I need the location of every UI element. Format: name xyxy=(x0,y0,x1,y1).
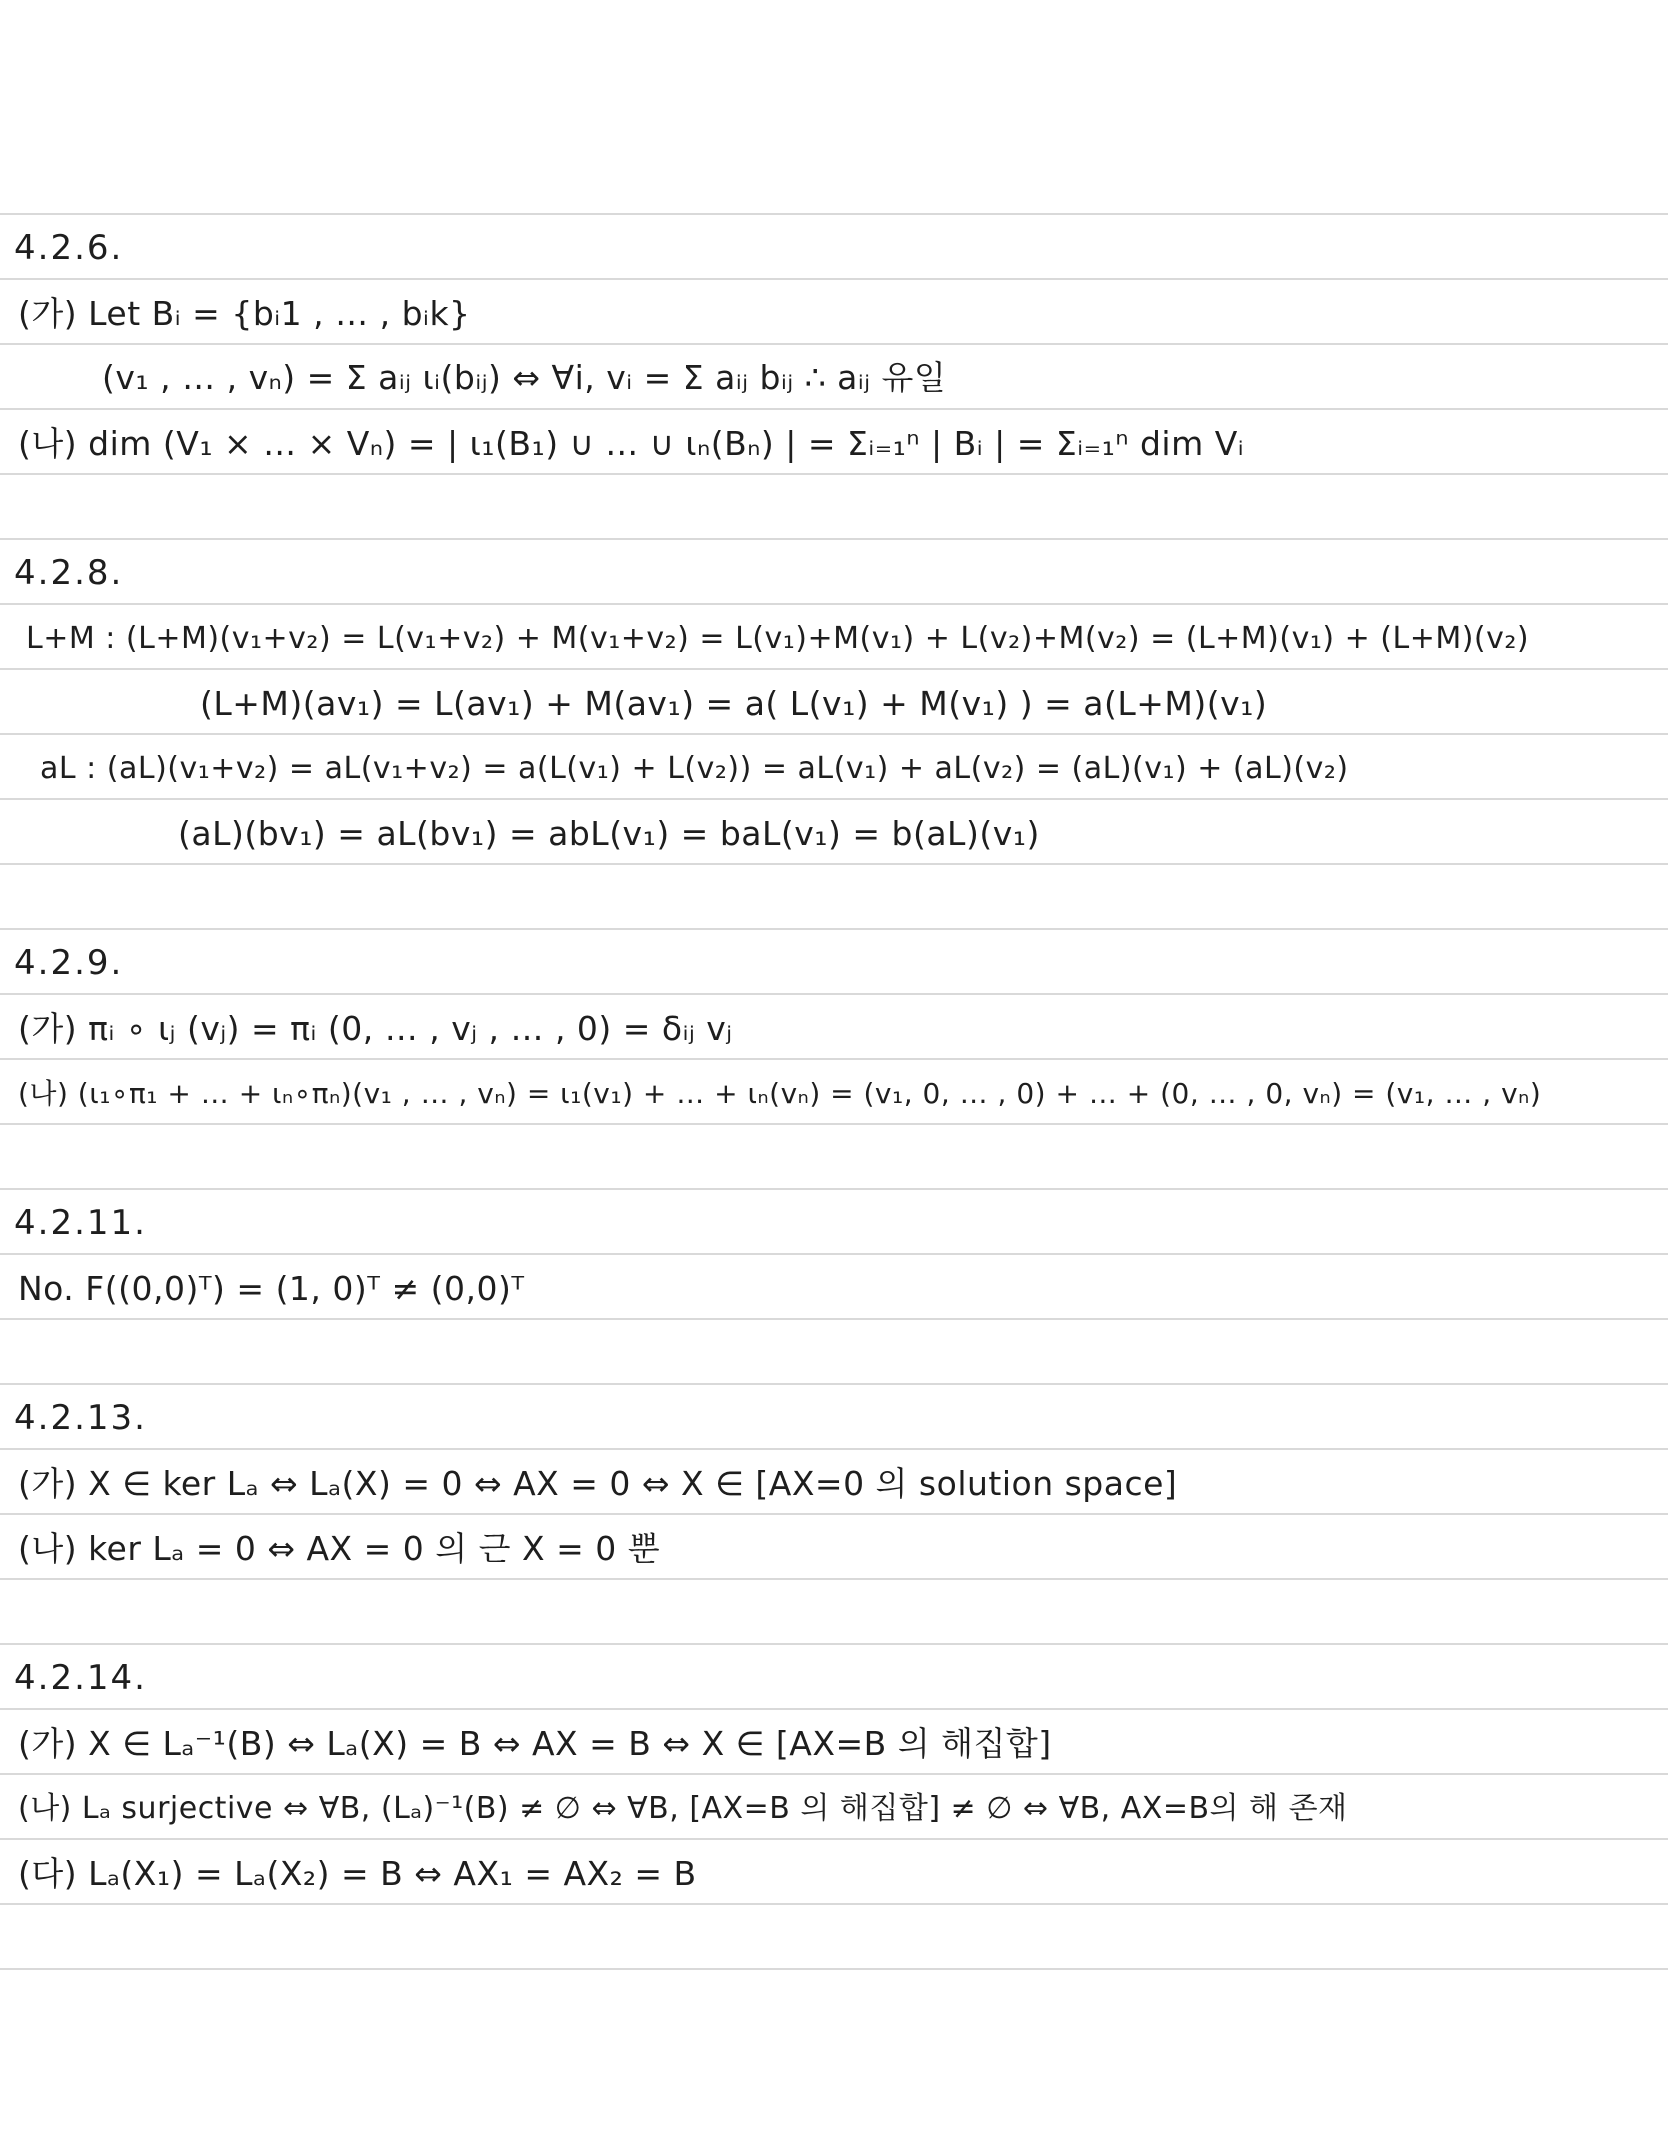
solution-line: (나) ker Lₐ = 0 ⇔ AX = 0 의 근 X = 0 뿐 xyxy=(18,1529,661,1568)
ruled-line xyxy=(0,798,1668,800)
ruled-line xyxy=(0,1318,1668,1320)
solution-line: (L+M)(av₁) = L(av₁) + M(av₁) = a( L(v₁) + M(v₁) ) = a(L+M)(v₁) xyxy=(200,684,1268,723)
exercise-heading: 4.2.11. xyxy=(14,1203,147,1243)
ruled-line xyxy=(0,1513,1668,1515)
exercise-heading: 4.2.9. xyxy=(14,943,124,983)
solution-line: (나) (ι₁∘π₁ + … + ιₙ∘πₙ)(v₁ , … , vₙ) = ι₁(v₁) + … + ιₙ(vₙ) = (v₁, 0, … , 0) + … + (0, … , 0, vₙ) = (v₁, … , vₙ) xyxy=(18,1077,1542,1110)
ruled-line xyxy=(0,538,1668,540)
ruled-line xyxy=(0,863,1668,865)
ruled-line xyxy=(0,1578,1668,1580)
ruled-line xyxy=(0,1708,1668,1710)
ruled-line xyxy=(0,928,1668,930)
solution-line: (가) X ∈ ker Lₐ ⇔ Lₐ(X) = 0 ⇔ AX = 0 ⇔ X ∈ [AX=0 의 solution space] xyxy=(18,1464,1178,1503)
ruled-line xyxy=(0,668,1668,670)
ruled-line xyxy=(0,1968,1668,1970)
solution-line: (다) Lₐ(X₁) = Lₐ(X₂) = B ⇔ AX₁ = AX₂ = B xyxy=(18,1854,697,1893)
ruled-line xyxy=(0,603,1668,605)
ruled-line xyxy=(0,1253,1668,1255)
exercise-heading: 4.2.13. xyxy=(14,1398,147,1438)
solution-line: (나) dim (V₁ × … × Vₙ) = | ι₁(B₁) ∪ … ∪ ιₙ(Bₙ) | = Σᵢ₌₁ⁿ | Bᵢ | = Σᵢ₌₁ⁿ dim Vᵢ xyxy=(18,424,1245,463)
ruled-line xyxy=(0,1903,1668,1905)
ruled-line xyxy=(0,1058,1668,1060)
solution-line: (v₁ , … , vₙ) = Σ aᵢⱼ ιᵢ(bᵢⱼ) ⇔ ∀i, vᵢ = Σ aᵢⱼ bᵢⱼ ∴ aᵢⱼ 유일 xyxy=(102,358,947,397)
solution-line: (aL)(bv₁) = aL(bv₁) = abL(v₁) = baL(v₁) = b(aL)(v₁) xyxy=(178,814,1040,853)
ruled-line xyxy=(0,213,1668,215)
ruled-line xyxy=(0,1838,1668,1840)
solution-line: (나) Lₐ surjective ⇔ ∀B, (Lₐ)⁻¹(B) ≠ ∅ ⇔ ∀B, [AX=B 의 해집합] ≠ ∅ ⇔ ∀B, AX=B의 해 존재 xyxy=(18,1791,1348,1826)
solution-line: (가) X ∈ Lₐ⁻¹(B) ⇔ Lₐ(X) = B ⇔ AX = B ⇔ X ∈ [AX=B 의 해집합] xyxy=(18,1724,1052,1763)
ruled-line xyxy=(0,1643,1668,1645)
exercise-heading: 4.2.6. xyxy=(14,228,124,268)
solution-line: aL : (aL)(v₁+v₂) = aL(v₁+v₂) = a(L(v₁) + L(v₂)) = aL(v₁) + aL(v₂) = (aL)(v₁) + (aL)(v₂) xyxy=(40,751,1349,786)
solution-line: (가) Let Bᵢ = {bᵢ1 , … , bᵢk} xyxy=(18,294,471,333)
ruled-line xyxy=(0,1773,1668,1775)
ruled-line xyxy=(0,733,1668,735)
ruled-line xyxy=(0,343,1668,345)
solution-line: L+M : (L+M)(v₁+v₂) = L(v₁+v₂) + M(v₁+v₂) = L(v₁)+M(v₁) + L(v₂)+M(v₂) = (L+M)(v₁) + (L+M)(v₂) xyxy=(26,621,1530,656)
exercise-heading: 4.2.8. xyxy=(14,553,124,593)
ruled-line xyxy=(0,993,1668,995)
solution-line: (가) πᵢ ∘ ιⱼ (vⱼ) = πᵢ (0, … , vⱼ , … , 0) = δᵢⱼ vⱼ xyxy=(18,1009,733,1048)
ruled-line xyxy=(0,473,1668,475)
ruled-line xyxy=(0,1188,1668,1190)
ruled-line xyxy=(0,1123,1668,1125)
exercise-heading: 4.2.14. xyxy=(14,1658,147,1698)
ruled-line xyxy=(0,278,1668,280)
ruled-line xyxy=(0,408,1668,410)
solution-line: No. F((0,0)ᵀ) = (1, 0)ᵀ ≠ (0,0)ᵀ xyxy=(18,1269,525,1308)
ruled-line xyxy=(0,1383,1668,1385)
ruled-line xyxy=(0,1448,1668,1450)
